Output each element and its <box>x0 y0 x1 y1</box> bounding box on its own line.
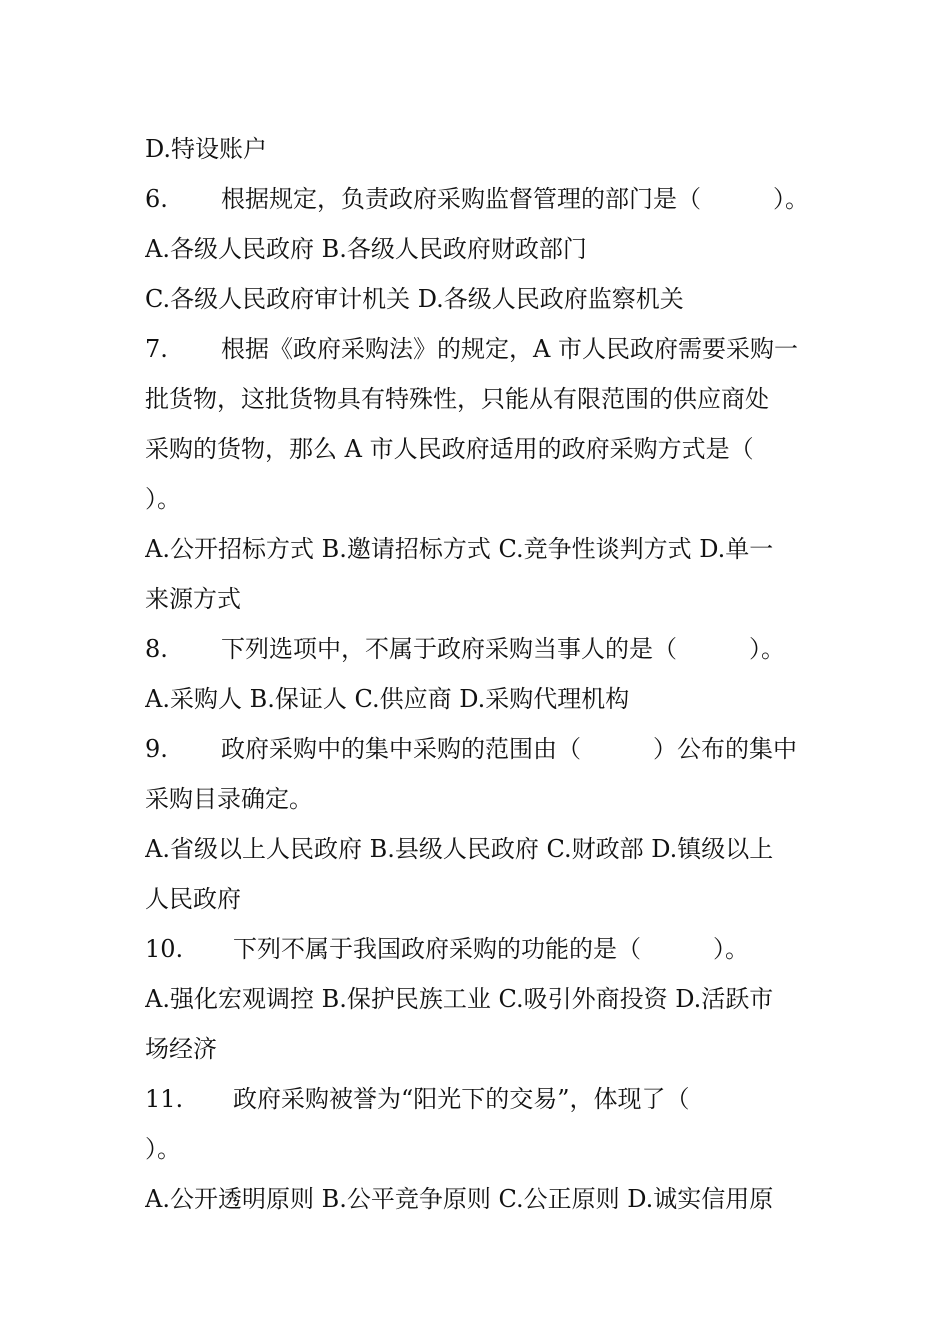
line-text: C.各级人民政府审计机关 D.各级人民政府监察机关 <box>145 285 684 313</box>
option-line <box>145 274 810 324</box>
question-continuation <box>145 774 810 824</box>
document-body <box>145 124 810 1224</box>
question-9 <box>145 724 810 774</box>
option-line <box>145 224 810 274</box>
option-line <box>145 974 810 1024</box>
line-text: 人民政府 <box>145 885 241 913</box>
option-line <box>145 574 810 624</box>
option-line <box>145 1024 810 1074</box>
line-text: 批货物，这批货物具有特殊性，只能从有限范围的供应商处 <box>145 385 769 413</box>
question-continuation <box>145 474 810 524</box>
line-text: ）。 <box>145 485 181 513</box>
question-text: 政府采购被誉为“阳光下的交易”，体现了（ <box>233 1085 690 1113</box>
line-text: 场经济 <box>145 1035 217 1063</box>
line-text: A.采购人 B.保证人 C.供应商 D.采购代理机构 <box>145 685 630 713</box>
question-continuation <box>145 1124 810 1174</box>
question-number: 10. <box>145 935 184 963</box>
question-text: 根据规定，负责政府采购监督管理的部门是（ ）。 <box>221 185 809 213</box>
question-number: 7. <box>145 335 168 363</box>
line-text: ）。 <box>145 1135 181 1163</box>
question-text: 根据《政府采购法》的规定，A 市人民政府需要采购一 <box>221 335 798 363</box>
line-text: A.各级人民政府 B.各级人民政府财政部门 <box>145 235 587 263</box>
line-text: D.特设账户 <box>145 135 268 163</box>
line-text: A.公开透明原则 B.公平竞争原则 C.公正原则 D.诚实信用原 <box>145 1185 774 1213</box>
line-text: A.省级以上人民政府 B.县级人民政府 C.财政部 D.镇级以上 <box>145 835 774 863</box>
line-text: 采购目录确定。 <box>145 785 313 813</box>
question-number: 6. <box>145 185 168 213</box>
question-text: 下列选项中，不属于政府采购当事人的是（ ）。 <box>221 635 785 663</box>
option-line <box>145 1174 810 1224</box>
question-6 <box>145 174 810 224</box>
question-number: 8. <box>145 635 168 663</box>
option-line <box>145 824 810 874</box>
line-text: A.强化宏观调控 B.保护民族工业 C.吸引外商投资 D.活跃市 <box>145 985 774 1013</box>
question-continuation <box>145 424 810 474</box>
question-number: 9. <box>145 735 168 763</box>
question-number: 11. <box>145 1085 184 1113</box>
question-8 <box>145 624 810 674</box>
question-11 <box>145 1074 810 1124</box>
question-text: 政府采购中的集中采购的范围由（ ）公布的集中 <box>221 735 797 763</box>
option-line <box>145 524 810 574</box>
option-line <box>145 124 810 174</box>
option-line <box>145 874 810 924</box>
question-text: 下列不属于我国政府采购的功能的是（ ）。 <box>233 935 749 963</box>
question-continuation <box>145 374 810 424</box>
line-text: 来源方式 <box>145 585 241 613</box>
line-text: 采购的货物，那么 A 市人民政府适用的政府采购方式是（ <box>145 435 754 463</box>
question-10 <box>145 924 810 974</box>
question-7 <box>145 324 810 374</box>
line-text: A.公开招标方式 B.邀请招标方式 C.竞争性谈判方式 D.单一 <box>145 535 774 563</box>
option-line <box>145 674 810 724</box>
